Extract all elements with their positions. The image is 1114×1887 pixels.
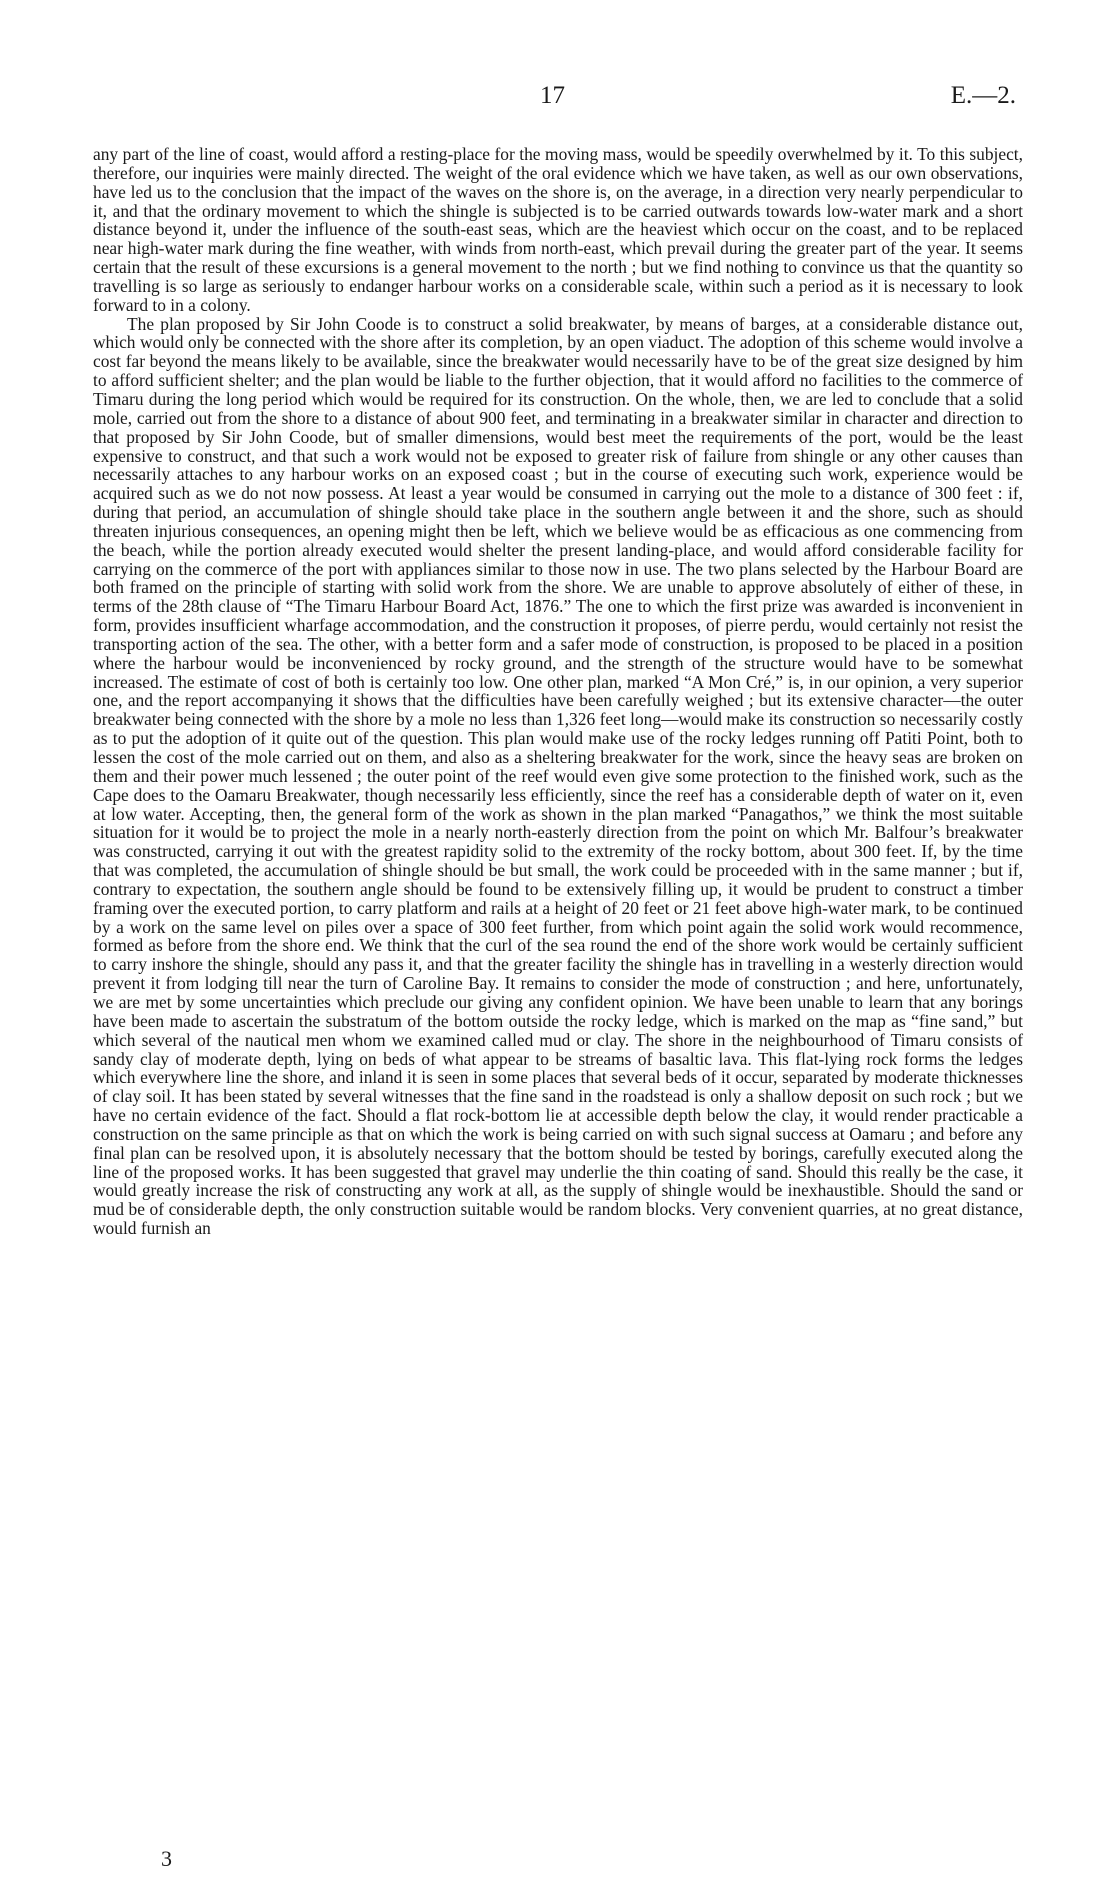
paragraph-harbour-plans: The plan proposed by Sir John Coode is to construct a solid breakwater, by means of barges, at a considerable distance out, which would only be connected with the shore after its completion, by an open viaduct. The adoption of this scheme would involve a cost far beyond the means likely to be available, since the breakwater would necessarily have to be of the great size designed by him to afford sufficient shelter; and the plan would be liable to the further objection, that it would afford no facilities to the commerce of Timaru during the long period which would be required for its construction. On the whole, then, we are led to conclude that a solid mole, carried out from the shore to a distance of about 900 feet, and terminating in a breakwater similar in character and direction to that proposed by Sir John Coode, but of smaller dimensions, would best meet the requirements of the port, would be the least expensive to construct, and that such a work would not be exposed to greater risk of failure from shingle or any other causes than necessarily attaches to any harbour works on an exposed coast ; but in the course of executing such work, experience would be acquired such as we do not now possess. At least a year would be consumed in carrying out the mole to a distance of 300 feet : if, during that period, an accumulation of shingle should take place in the southern angle between it and the shore, such as should threaten injurious consequences, an opening might then be left, which we believe would be as efficacious as one commencing from the beach, while the portion already executed would shelter the present landing-place, and would afford considerable facility for carrying on the commerce of the port with appliances similar to those now in use. The two plans selected by the Harbour Board are both framed on the principle of starting with solid work from the shore. We are unable to approve absolutely of either of these, in terms of the 28th clause of “The Timaru Harbour Board Act, 1876.” The one to which the first prize was awarded is inconvenient in form, provides insufficient wharfage accommodation, and the construction it proposes, of pierre perdu, would certainly not resist the transporting action of the sea. The other, with a better form and a safer mode of construction, is proposed to be placed in a position where the harbour would be inconvenienced by rocky ground, and the strength of the structure would have to be somewhat increased. The estimate of cost of both is certainly too low. One other plan, marked “A Mon Cré,” is, in our opinion, a very superior one, and the report accompanying it shows that the difficulties have been carefully weighed ; but its extensive character—the outer breakwater being connected with the shore by a mole no less than 1,326 feet long—would make its construction so necessarily costly as to put the adoption of it quite out of the question. This plan would make use of the rocky ledges running off Patiti Point, both to lessen the cost of the mole carried out on them, and also as a sheltering breakwater for the work, since the heavy seas are broken on them and their power much lessened ; the outer point of the reef would even give some protection to the finished work, such as the Cape does to the Oamaru Breakwater, though necessarily less efficiently, since the reef has a considerable depth of water on it, even at low water. Accepting, then, the general form of the work as shown in the plan marked “Panagathos,” we think the most suitable situation for it would be to project the mole in a nearly north-easterly direction from the point on which Mr. Balfour’s breakwater was constructed, carrying it out with the greatest rapidity solid to the extremity of the rocky bottom, about 300 feet. If, by the time that was completed, the accumulation of shingle should be but small, the work could be proceeded with in the same manner ; but if, contrary to expectation, the southern angle should be found to be extensively filling up, it would be prudent to construct a timber framing over the executed portion, to carry platform and rails at a height of 20 feet or 21 feet above high-water mark, to be continued by a work on the same level on piles over a space of 300 feet further, from which point again the solid work would recommence, formed as before from the shore end. We think that the curl of the sea round the end of the shore work would be certainly sufficient to carry inshore the shingle, should any pass it, and that the greater facility the shingle has in travelling in a westerly direction would prevent it from lodging till near the turn of Caroline Bay. It remains to consider the mode of construction ; and here, unfortunately, we are met by some uncertainties which preclude our giving any confident opinion. We have been unable to learn that any borings have been made to ascertain the substratum of the bottom outside the rocky ledge, which is marked on the map as “fine sand,” but which several of the nautical men whom we examined called mud or clay. The shore in the neighbourhood of Timaru consists of sandy clay of moderate depth, lying on beds of what appear to be streams of basaltic lava. This flat-lying rock forms the ledges which everywhere line the shore, and inland it is seen in some places that several beds of it occur, separated by moderate thicknesses of clay soil. It has been stated by several witnesses that the fine sand in the roadstead is only a shallow deposit on such rock ; but we have no certain evidence of the fact. Should a flat rock-bottom lie at accessible depth below the clay, it would render practicable a construction on the same principle as that on which the work is being carried on with such signal success at Oamaru ; and before any final plan can be resolved upon, it is absolutely necessary that the bottom should be tested by borings, carefully executed along the line of the proposed works. It has been suggested that gravel may underlie the thin coating of sand. Should this really be the case, it would greatly increase the risk of constructing any work at all, as the supply of shingle would be inexhaustible. Should the sand or mud be of considerable depth, the only construction suitable would be random blocks. Very convenient quarries, at no great distance, would furnish an [93,313,1023,1239]
body-text [93,145,1023,1238]
page-number: 17 [540,82,565,109]
document-series-code: E.—2. [950,82,1016,109]
paragraph-continuation: any part of the line of coast, would afford a resting-place for the moving mass, would be speedily overwhelmed by it. To this subject, therefore, our inquiries were mainly directed. The weight of the oral evidence which we have taken, as well as our own observations, have led us to the conclusion that the impact of the waves on the shore is, on the average, in a direction very nearly perpendicular to it, and that the ordinary movement to which the shingle is subjected is to be carried outwards towards low-water mark and a short distance beyond it, under the influence of the south-east seas, which are the heaviest which occur on the coast, and to be replaced near high-water mark during the fine weather, with winds from north-east, which prevail during the greater part of the year. It seems certain that the result of these excursions is a general movement to the north ; but we find nothing to convince us that the quantity so travelling is so large as seriously to endanger harbour works on a considerable scale, within such a period as it is necessary to look forward to in a colony. [93,144,1023,315]
sheet-signature-mark: 3 [161,1846,172,1871]
